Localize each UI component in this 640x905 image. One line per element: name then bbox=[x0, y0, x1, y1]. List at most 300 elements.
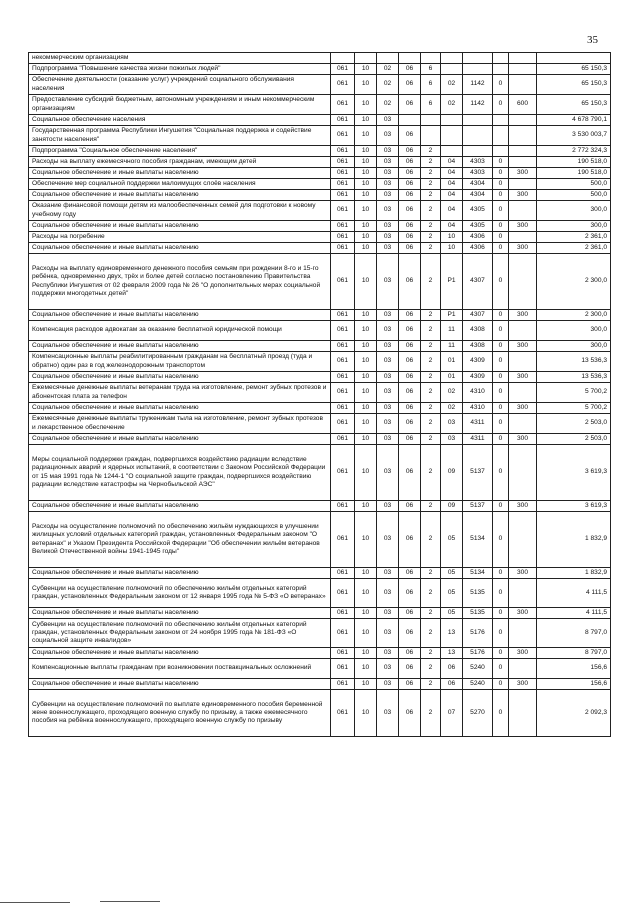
direction-code-cell: 4306 bbox=[463, 232, 493, 243]
expense-type-cell bbox=[509, 146, 537, 157]
ministry-code-cell: 061 bbox=[331, 352, 355, 372]
table-row bbox=[29, 690, 611, 737]
table-row bbox=[29, 372, 611, 383]
expense-name-cell: Социальное обеспечение и иные выплаты населению bbox=[29, 372, 331, 383]
direction-suffix-cell: 0 bbox=[493, 403, 509, 414]
expense-type-cell: 300 bbox=[509, 168, 537, 179]
direction-suffix-cell: 0 bbox=[493, 352, 509, 372]
expense-type-cell: 300 bbox=[509, 221, 537, 232]
direction-code-cell: 5135 bbox=[463, 579, 493, 608]
ministry-code-cell: 061 bbox=[331, 146, 355, 157]
expense-type-cell: 300 bbox=[509, 341, 537, 352]
table-row bbox=[29, 352, 611, 372]
direction-code-cell: 5137 bbox=[463, 501, 493, 512]
subprogram-code-cell bbox=[421, 53, 441, 64]
expense-name-cell: Социальное обеспечение населения bbox=[29, 115, 331, 126]
direction-code-cell: 5137 bbox=[463, 445, 493, 501]
section-code-cell: 10 bbox=[355, 512, 377, 568]
section-code-cell: 10 bbox=[355, 64, 377, 75]
activity-code-cell: 05 bbox=[441, 579, 463, 608]
subprogram-code-cell: 2 bbox=[421, 232, 441, 243]
direction-code-cell: 4303 bbox=[463, 157, 493, 168]
amount-cell: 2 300,0 bbox=[537, 310, 611, 321]
amount-cell: 2 503,0 bbox=[537, 434, 611, 445]
expense-name-cell: Расходы на выплату ежемесячного пособия гражданам, имеющим детей bbox=[29, 157, 331, 168]
direction-suffix-cell bbox=[493, 53, 509, 64]
expense-type-cell bbox=[509, 126, 537, 146]
subprogram-code-cell: 2 bbox=[421, 321, 441, 341]
activity-code-cell: 04 bbox=[441, 190, 463, 201]
direction-code-cell: 5270 bbox=[463, 690, 493, 737]
expense-type-cell: 300 bbox=[509, 243, 537, 254]
expense-type-cell bbox=[509, 115, 537, 126]
expense-name-cell: Подпрограмма "Социальное обеспечение населения" bbox=[29, 146, 331, 157]
amount-cell: 13 536,3 bbox=[537, 372, 611, 383]
expense-type-cell bbox=[509, 619, 537, 648]
amount-cell bbox=[537, 53, 611, 64]
expense-name-cell: Субвенции на осуществление полномочий по обеспечению жильём отдельных категорий граждан, установленных Федеральным законом от 12 января 1995 года № 5-ФЗ «О ветеранах» bbox=[29, 579, 331, 608]
direction-suffix-cell: 0 bbox=[493, 254, 509, 310]
program-code-cell: 06 bbox=[399, 579, 421, 608]
subprogram-code-cell: 2 bbox=[421, 648, 441, 659]
expense-type-cell bbox=[509, 179, 537, 190]
section-code-cell: 10 bbox=[355, 190, 377, 201]
program-code-cell: 06 bbox=[399, 512, 421, 568]
subprogram-code-cell: 2 bbox=[421, 403, 441, 414]
subprogram-code-cell: 2 bbox=[421, 221, 441, 232]
program-code-cell: 06 bbox=[399, 254, 421, 310]
direction-suffix-cell: 0 bbox=[493, 190, 509, 201]
expense-name-cell: Меры социальной поддержки граждан, подвергшихся воздействию радиации вследствие радиационных аварий и ядерных испытаний, в соответствии с Законом Российской Федерации от 15 мая 1991 года № 1244-1 "О социальной защите граждан, подвергшихся воздействию радиации вследствие катастрофы на Чернобыльской АЭС" bbox=[29, 445, 331, 501]
table-row bbox=[29, 310, 611, 321]
direction-code-cell: 4309 bbox=[463, 372, 493, 383]
subsection-code-cell: 03 bbox=[377, 126, 399, 146]
ministry-code-cell: 061 bbox=[331, 201, 355, 221]
program-code-cell: 06 bbox=[399, 321, 421, 341]
section-code-cell: 10 bbox=[355, 648, 377, 659]
activity-code-cell: 06 bbox=[441, 679, 463, 690]
program-code-cell: 06 bbox=[399, 501, 421, 512]
subsection-code-cell bbox=[377, 53, 399, 64]
program-code-cell bbox=[399, 53, 421, 64]
subsection-code-cell: 03 bbox=[377, 608, 399, 619]
direction-suffix-cell: 0 bbox=[493, 648, 509, 659]
activity-code-cell: 06 bbox=[441, 659, 463, 679]
ministry-code-cell: 061 bbox=[331, 75, 355, 95]
subsection-code-cell: 03 bbox=[377, 372, 399, 383]
amount-cell: 300,0 bbox=[537, 321, 611, 341]
subsection-code-cell: 03 bbox=[377, 221, 399, 232]
expense-name-cell: Социальное обеспечение и иные выплаты населению bbox=[29, 679, 331, 690]
program-code-cell: 06 bbox=[399, 221, 421, 232]
subsection-code-cell: 03 bbox=[377, 341, 399, 352]
table-row bbox=[29, 190, 611, 201]
scan-mark-line bbox=[0, 902, 70, 903]
subprogram-code-cell: 2 bbox=[421, 254, 441, 310]
expense-name-cell: Компенсационные выплаты реабилитированным гражданам на бесплатный проезд (туда и обратно) один раз в год железнодорожным транспортом bbox=[29, 352, 331, 372]
table-row bbox=[29, 619, 611, 648]
section-code-cell: 10 bbox=[355, 414, 377, 434]
table-row bbox=[29, 243, 611, 254]
table-row bbox=[29, 95, 611, 115]
subsection-code-cell: 03 bbox=[377, 115, 399, 126]
expense-type-cell: 300 bbox=[509, 310, 537, 321]
amount-cell: 5 700,2 bbox=[537, 403, 611, 414]
ministry-code-cell: 061 bbox=[331, 64, 355, 75]
direction-suffix-cell: 0 bbox=[493, 179, 509, 190]
direction-code-cell: 5176 bbox=[463, 648, 493, 659]
direction-code-cell: 4306 bbox=[463, 243, 493, 254]
subsection-code-cell: 02 bbox=[377, 64, 399, 75]
direction-code-cell: 4304 bbox=[463, 190, 493, 201]
expense-type-cell bbox=[509, 321, 537, 341]
direction-code-cell: 1142 bbox=[463, 75, 493, 95]
subsection-code-cell: 03 bbox=[377, 243, 399, 254]
direction-suffix-cell: 0 bbox=[493, 157, 509, 168]
subsection-code-cell: 03 bbox=[377, 434, 399, 445]
direction-code-cell bbox=[463, 146, 493, 157]
subprogram-code-cell: 6 bbox=[421, 64, 441, 75]
direction-suffix-cell: 0 bbox=[493, 168, 509, 179]
amount-cell: 8 797,0 bbox=[537, 619, 611, 648]
subprogram-code-cell: 2 bbox=[421, 690, 441, 737]
direction-suffix-cell: 0 bbox=[493, 372, 509, 383]
activity-code-cell: 05 bbox=[441, 512, 463, 568]
activity-code-cell bbox=[441, 115, 463, 126]
section-code-cell: 10 bbox=[355, 221, 377, 232]
direction-suffix-cell: 0 bbox=[493, 383, 509, 403]
expense-type-cell bbox=[509, 579, 537, 608]
direction-code-cell: 4307 bbox=[463, 310, 493, 321]
direction-code-cell bbox=[463, 115, 493, 126]
direction-suffix-cell: 0 bbox=[493, 619, 509, 648]
ministry-code-cell: 061 bbox=[331, 679, 355, 690]
subsection-code-cell: 03 bbox=[377, 168, 399, 179]
section-code-cell: 10 bbox=[355, 445, 377, 501]
ministry-code-cell: 061 bbox=[331, 501, 355, 512]
direction-code-cell: 5135 bbox=[463, 608, 493, 619]
expense-name-cell: Социальное обеспечение и иные выплаты населению bbox=[29, 608, 331, 619]
expense-name-cell: Обеспечение деятельности (оказание услуг) учреждений социального обслуживания населения bbox=[29, 75, 331, 95]
subsection-code-cell: 03 bbox=[377, 179, 399, 190]
direction-suffix-cell: 0 bbox=[493, 512, 509, 568]
program-code-cell: 06 bbox=[399, 232, 421, 243]
direction-suffix-cell bbox=[493, 126, 509, 146]
program-code-cell: 06 bbox=[399, 648, 421, 659]
program-code-cell: 06 bbox=[399, 95, 421, 115]
amount-cell: 2 361,0 bbox=[537, 232, 611, 243]
ministry-code-cell: 061 bbox=[331, 190, 355, 201]
ministry-code-cell: 061 bbox=[331, 434, 355, 445]
amount-cell: 156,6 bbox=[537, 679, 611, 690]
direction-suffix-cell bbox=[493, 64, 509, 75]
program-code-cell: 06 bbox=[399, 126, 421, 146]
subprogram-code-cell: 2 bbox=[421, 383, 441, 403]
subsection-code-cell: 02 bbox=[377, 75, 399, 95]
section-code-cell: 10 bbox=[355, 232, 377, 243]
subsection-code-cell: 03 bbox=[377, 190, 399, 201]
subsection-code-cell: 03 bbox=[377, 579, 399, 608]
subsection-code-cell: 03 bbox=[377, 568, 399, 579]
ministry-code-cell: 061 bbox=[331, 254, 355, 310]
direction-suffix-cell: 0 bbox=[493, 501, 509, 512]
amount-cell: 13 536,3 bbox=[537, 352, 611, 372]
subprogram-code-cell: 6 bbox=[421, 75, 441, 95]
program-code-cell: 06 bbox=[399, 157, 421, 168]
activity-code-cell: 07 bbox=[441, 690, 463, 737]
amount-cell: 3 530 003,7 bbox=[537, 126, 611, 146]
direction-suffix-cell bbox=[493, 146, 509, 157]
expense-type-cell bbox=[509, 414, 537, 434]
direction-code-cell: 1142 bbox=[463, 95, 493, 115]
program-code-cell: 06 bbox=[399, 619, 421, 648]
expense-name-cell: Расходы на погребение bbox=[29, 232, 331, 243]
program-code-cell: 06 bbox=[399, 403, 421, 414]
program-code-cell bbox=[399, 115, 421, 126]
direction-code-cell: 4308 bbox=[463, 321, 493, 341]
ministry-code-cell: 061 bbox=[331, 568, 355, 579]
expense-type-cell bbox=[509, 383, 537, 403]
section-code-cell: 10 bbox=[355, 679, 377, 690]
direction-code-cell: 5240 bbox=[463, 679, 493, 690]
amount-cell: 65 150,3 bbox=[537, 95, 611, 115]
amount-cell: 4 111,5 bbox=[537, 579, 611, 608]
amount-cell: 4 111,5 bbox=[537, 608, 611, 619]
table-row bbox=[29, 501, 611, 512]
activity-code-cell: P1 bbox=[441, 310, 463, 321]
table-row bbox=[29, 221, 611, 232]
expense-type-cell bbox=[509, 232, 537, 243]
section-code-cell: 10 bbox=[355, 608, 377, 619]
expense-type-cell: 300 bbox=[509, 403, 537, 414]
program-code-cell: 06 bbox=[399, 190, 421, 201]
ministry-code-cell: 061 bbox=[331, 579, 355, 608]
subprogram-code-cell: 2 bbox=[421, 501, 441, 512]
amount-cell: 500,0 bbox=[537, 190, 611, 201]
expense-name-cell: Социальное обеспечение и иные выплаты населению bbox=[29, 568, 331, 579]
expense-name-cell: Социальное обеспечение и иные выплаты населению bbox=[29, 341, 331, 352]
section-code-cell: 10 bbox=[355, 115, 377, 126]
direction-code-cell: 4310 bbox=[463, 403, 493, 414]
ministry-code-cell: 061 bbox=[331, 321, 355, 341]
program-code-cell: 06 bbox=[399, 568, 421, 579]
expense-type-cell bbox=[509, 445, 537, 501]
direction-code-cell bbox=[463, 53, 493, 64]
expense-name-cell: Социальное обеспечение и иные выплаты населению bbox=[29, 648, 331, 659]
program-code-cell: 06 bbox=[399, 243, 421, 254]
section-code-cell: 10 bbox=[355, 568, 377, 579]
table-row bbox=[29, 254, 611, 310]
expense-name-cell: Субвенции на осуществление полномочий по обеспечению жильём отдельных категорий граждан, установленных Федеральным законом от 24 ноября 1995 года № 181-ФЗ «О социальной защите инвалидов» bbox=[29, 619, 331, 648]
ministry-code-cell: 061 bbox=[331, 310, 355, 321]
subprogram-code-cell: 2 bbox=[421, 310, 441, 321]
subprogram-code-cell: 2 bbox=[421, 146, 441, 157]
table-row bbox=[29, 53, 611, 64]
subsection-code-cell: 03 bbox=[377, 254, 399, 310]
activity-code-cell: 04 bbox=[441, 157, 463, 168]
subsection-code-cell: 03 bbox=[377, 383, 399, 403]
amount-cell: 1 832,9 bbox=[537, 568, 611, 579]
amount-cell: 3 619,3 bbox=[537, 445, 611, 501]
expense-name-cell: Подпрограмма "Повышение качества жизни пожилых людей" bbox=[29, 64, 331, 75]
expense-type-cell bbox=[509, 201, 537, 221]
subsection-code-cell: 03 bbox=[377, 232, 399, 243]
direction-code-cell: 4309 bbox=[463, 352, 493, 372]
program-code-cell: 06 bbox=[399, 201, 421, 221]
section-code-cell: 10 bbox=[355, 321, 377, 341]
subsection-code-cell: 03 bbox=[377, 501, 399, 512]
ministry-code-cell: 061 bbox=[331, 608, 355, 619]
expense-name-cell: Расходы на выплату единовременного денежного пособия семьям при рождении 8-го и 15-го ребёнка, одновременно двух, трёх и более детей согласно постановлению Правительства Республики Ингушетия от 02 февраля 2009 года № 26 "О дополнительных мерах социальной поддержки многодетных детей" bbox=[29, 254, 331, 310]
direction-code-cell: 4311 bbox=[463, 414, 493, 434]
activity-code-cell: 02 bbox=[441, 403, 463, 414]
direction-code-cell bbox=[463, 64, 493, 75]
amount-cell: 65 150,3 bbox=[537, 64, 611, 75]
ministry-code-cell: 061 bbox=[331, 403, 355, 414]
amount-cell: 5 700,2 bbox=[537, 383, 611, 403]
subprogram-code-cell: 2 bbox=[421, 201, 441, 221]
subprogram-code-cell: 2 bbox=[421, 579, 441, 608]
section-code-cell: 10 bbox=[355, 659, 377, 679]
program-code-cell: 06 bbox=[399, 64, 421, 75]
expense-name-cell: Социальное обеспечение и иные выплаты населению bbox=[29, 403, 331, 414]
direction-suffix-cell: 0 bbox=[493, 414, 509, 434]
subprogram-code-cell: 2 bbox=[421, 341, 441, 352]
subprogram-code-cell: 2 bbox=[421, 179, 441, 190]
activity-code-cell: 03 bbox=[441, 414, 463, 434]
amount-cell: 2 503,0 bbox=[537, 414, 611, 434]
section-code-cell: 10 bbox=[355, 434, 377, 445]
expense-type-cell bbox=[509, 512, 537, 568]
expense-name-cell: Обеспечение мер социальной поддержки малоимущих слоёв населения bbox=[29, 179, 331, 190]
direction-suffix-cell: 0 bbox=[493, 310, 509, 321]
expense-name-cell: Социальное обеспечение и иные выплаты населению bbox=[29, 190, 331, 201]
budget-table bbox=[28, 52, 611, 737]
activity-code-cell: 05 bbox=[441, 608, 463, 619]
table-row bbox=[29, 157, 611, 168]
ministry-code-cell: 061 bbox=[331, 445, 355, 501]
amount-cell: 300,0 bbox=[537, 201, 611, 221]
program-code-cell: 06 bbox=[399, 659, 421, 679]
page-number: 35 bbox=[587, 34, 598, 46]
subprogram-code-cell: 2 bbox=[421, 659, 441, 679]
activity-code-cell: 04 bbox=[441, 201, 463, 221]
program-code-cell: 06 bbox=[399, 310, 421, 321]
ministry-code-cell: 061 bbox=[331, 232, 355, 243]
direction-code-cell: 5176 bbox=[463, 619, 493, 648]
program-code-cell: 06 bbox=[399, 179, 421, 190]
section-code-cell: 10 bbox=[355, 619, 377, 648]
expense-name-cell: Социальное обеспечение и иные выплаты населению bbox=[29, 221, 331, 232]
section-code-cell: 10 bbox=[355, 75, 377, 95]
table-row bbox=[29, 232, 611, 243]
section-code-cell: 10 bbox=[355, 168, 377, 179]
subprogram-code-cell bbox=[421, 126, 441, 146]
ministry-code-cell: 061 bbox=[331, 126, 355, 146]
direction-code-cell: 4310 bbox=[463, 383, 493, 403]
expense-type-cell: 300 bbox=[509, 372, 537, 383]
table-row bbox=[29, 579, 611, 608]
activity-code-cell: 13 bbox=[441, 619, 463, 648]
subprogram-code-cell: 2 bbox=[421, 445, 441, 501]
section-code-cell: 10 bbox=[355, 146, 377, 157]
section-code-cell: 10 bbox=[355, 352, 377, 372]
table-row bbox=[29, 679, 611, 690]
expense-name-cell: некоммерческим организациям bbox=[29, 53, 331, 64]
direction-suffix-cell: 0 bbox=[493, 75, 509, 95]
expense-name-cell: Расходы на осуществление полномочий по обеспечению жильём нуждающихся в улучшении жилищных условий отдельных категорий граждан, установленных Федеральным законом "О ветеранах" и Указом Президента Российской Федерации "Об обеспечении жильём ветеранов Великой Отечественной войны 1941-1945 годы" bbox=[29, 512, 331, 568]
section-code-cell: 10 bbox=[355, 157, 377, 168]
program-code-cell: 06 bbox=[399, 146, 421, 157]
direction-code-cell: 4308 bbox=[463, 341, 493, 352]
subprogram-code-cell: 2 bbox=[421, 568, 441, 579]
activity-code-cell: 02 bbox=[441, 75, 463, 95]
direction-code-cell: 4304 bbox=[463, 179, 493, 190]
ministry-code-cell: 061 bbox=[331, 383, 355, 403]
ministry-code-cell: 061 bbox=[331, 512, 355, 568]
amount-cell: 190 518,0 bbox=[537, 168, 611, 179]
direction-suffix-cell: 0 bbox=[493, 321, 509, 341]
subprogram-code-cell: 2 bbox=[421, 243, 441, 254]
table-row bbox=[29, 179, 611, 190]
expense-type-cell: 300 bbox=[509, 648, 537, 659]
amount-cell: 2 772 324,3 bbox=[537, 146, 611, 157]
section-code-cell: 10 bbox=[355, 126, 377, 146]
expense-type-cell bbox=[509, 157, 537, 168]
amount-cell: 190 518,0 bbox=[537, 157, 611, 168]
subsection-code-cell: 03 bbox=[377, 321, 399, 341]
table-row bbox=[29, 659, 611, 679]
activity-code-cell: P1 bbox=[441, 254, 463, 310]
subprogram-code-cell: 2 bbox=[421, 608, 441, 619]
subsection-code-cell: 03 bbox=[377, 157, 399, 168]
activity-code-cell: 10 bbox=[441, 243, 463, 254]
direction-suffix-cell: 0 bbox=[493, 690, 509, 737]
subsection-code-cell: 02 bbox=[377, 95, 399, 115]
expense-name-cell: Ежемесячные денежные выплаты ветеранам труда на изготовление, ремонт зубных протезов и абонентская плата за телефон bbox=[29, 383, 331, 403]
expense-name-cell: Оказание финансовой помощи детям из малообеспеченных семей для подготовки к новому учебному году bbox=[29, 201, 331, 221]
amount-cell: 2 092,3 bbox=[537, 690, 611, 737]
ministry-code-cell bbox=[331, 53, 355, 64]
subprogram-code-cell: 2 bbox=[421, 168, 441, 179]
table-row bbox=[29, 414, 611, 434]
expense-name-cell: Социальное обеспечение и иные выплаты населению bbox=[29, 434, 331, 445]
ministry-code-cell: 061 bbox=[331, 619, 355, 648]
program-code-cell: 06 bbox=[399, 352, 421, 372]
direction-suffix-cell: 0 bbox=[493, 659, 509, 679]
section-code-cell: 10 bbox=[355, 254, 377, 310]
direction-suffix-cell: 0 bbox=[493, 201, 509, 221]
subsection-code-cell: 03 bbox=[377, 445, 399, 501]
program-code-cell: 06 bbox=[399, 372, 421, 383]
activity-code-cell bbox=[441, 64, 463, 75]
subprogram-code-cell: 2 bbox=[421, 619, 441, 648]
ministry-code-cell: 061 bbox=[331, 95, 355, 115]
ministry-code-cell: 061 bbox=[331, 372, 355, 383]
subprogram-code-cell: 2 bbox=[421, 190, 441, 201]
amount-cell: 300,0 bbox=[537, 341, 611, 352]
ministry-code-cell: 061 bbox=[331, 168, 355, 179]
activity-code-cell: 09 bbox=[441, 445, 463, 501]
activity-code-cell: 04 bbox=[441, 221, 463, 232]
subprogram-code-cell: 2 bbox=[421, 372, 441, 383]
ministry-code-cell: 061 bbox=[331, 179, 355, 190]
amount-cell: 300,0 bbox=[537, 221, 611, 232]
expense-type-cell bbox=[509, 64, 537, 75]
activity-code-cell: 04 bbox=[441, 168, 463, 179]
activity-code-cell: 09 bbox=[441, 501, 463, 512]
activity-code-cell: 13 bbox=[441, 648, 463, 659]
